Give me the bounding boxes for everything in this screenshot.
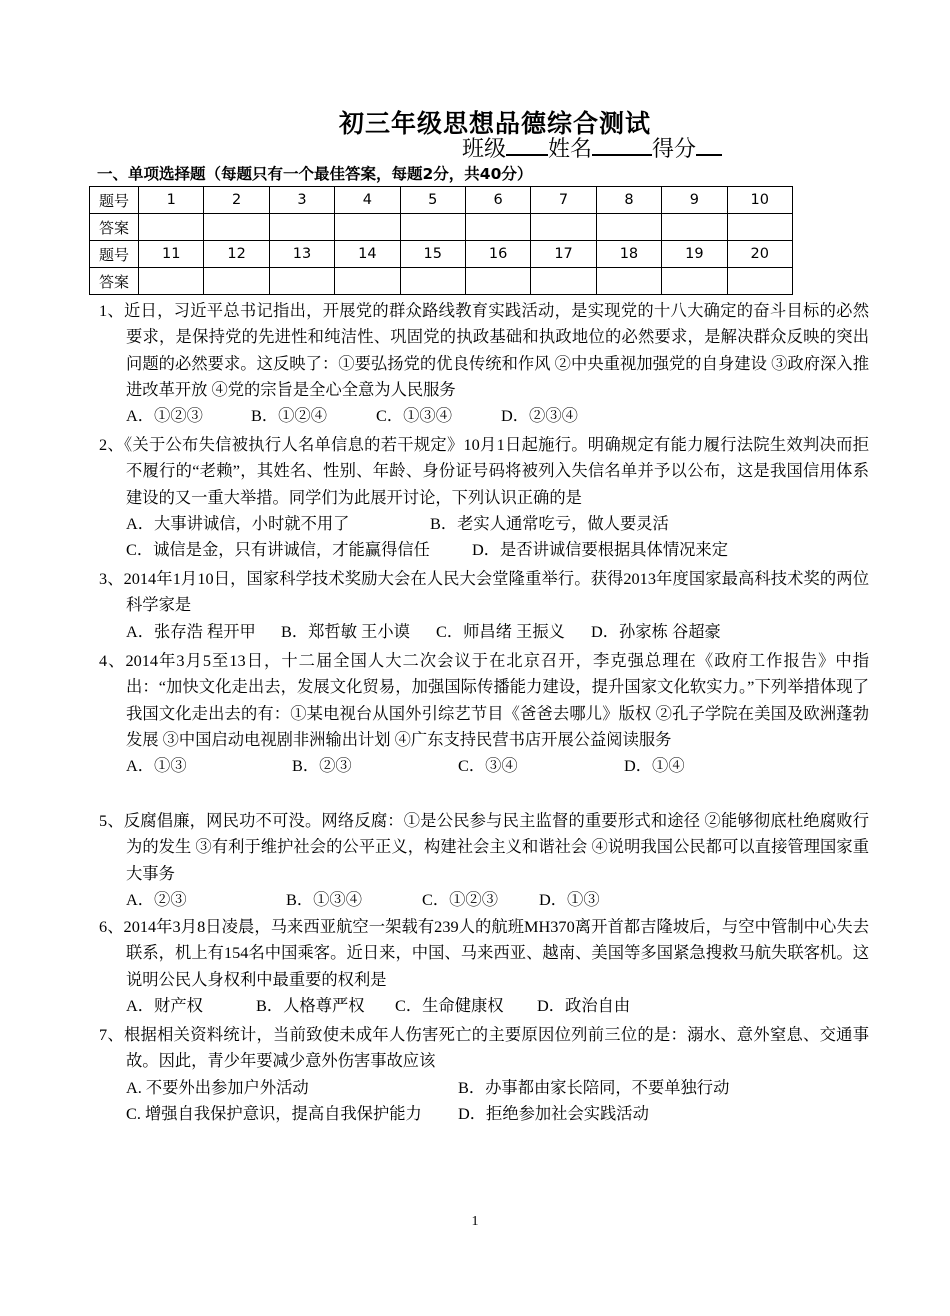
name-blank[interactable] — [592, 134, 652, 156]
table-row — [90, 187, 793, 214]
exam-title: 初三年级思想品德综合测试 — [338, 109, 651, 138]
option-c[interactable]: C．①③④ — [376, 406, 452, 426]
option-a[interactable]: A．大事讲诚信，小时就不用了 — [126, 513, 350, 533]
score-blank[interactable] — [696, 134, 722, 156]
question-number-cell: 6 — [465, 187, 530, 214]
question-options — [99, 1075, 869, 1101]
class-label: 班级 — [462, 137, 507, 162]
answer-table — [89, 186, 793, 295]
question-stem: 5、反腐倡廉，网民功不可没。网络反腐：①是公民参与民主监督的重要形式和途径 ②能够彻底杜绝腐败行为的发生 ③有利于维护社会的公平正义，构建社会主义和谐社会 ④说明我国公民都可以直接管理国家重大事务 — [99, 811, 869, 883]
answer-cell[interactable] — [269, 268, 334, 295]
student-info-line — [462, 132, 722, 163]
question-number-cell: 11 — [139, 241, 204, 268]
option-c[interactable]: C．师昌绪 王振义 — [436, 621, 565, 641]
question-options — [99, 993, 869, 1019]
answer-cell[interactable] — [204, 214, 269, 241]
answer-cell[interactable] — [139, 214, 204, 241]
question-number-cell: 14 — [335, 241, 400, 268]
table-row — [90, 214, 793, 241]
question-number-cell: 5 — [400, 187, 465, 214]
option-b[interactable]: B．老实人通常吃亏，做人要灵活 — [430, 513, 669, 533]
question-7 — [99, 1022, 869, 1127]
answer-cell[interactable] — [335, 214, 400, 241]
question-options — [99, 1101, 869, 1127]
question-stem: 4、2014年3月5至13日，十二届全国人大二次会议于在北京召开，李克强总理在《政府工作报告》中指出：“加快文化走出去，发展文化贸易，加强国际传播能力建设，提升国家文化软实力。”下列举措体现了我国文化走出去的有：①某电视台从国外引综艺节目《爸爸去哪儿》版权 ②孔子学院在美国及欧洲蓬勃发展 ③中国启动电视剧非洲输出计划 ④广东支持民营书店开展公益阅读服务 — [99, 651, 869, 749]
question-options — [99, 403, 869, 429]
option-d[interactable]: D．政治自由 — [537, 995, 631, 1015]
row-label: 题号 — [90, 187, 139, 214]
question-number-cell: 2 — [204, 187, 269, 214]
question-number-cell: 10 — [727, 187, 792, 214]
question-number-cell: 15 — [400, 241, 465, 268]
option-c[interactable]: C．③④ — [458, 756, 518, 776]
table-row — [90, 241, 793, 268]
question-5 — [99, 808, 869, 913]
answer-cell[interactable] — [662, 268, 727, 295]
row-label: 答案 — [90, 214, 139, 241]
option-b[interactable]: B．人格尊严权 — [256, 995, 365, 1015]
answer-cell[interactable] — [269, 214, 334, 241]
section-heading: 一、单项选择题（每题只有一个最佳答案，每题2分，共40分） — [97, 165, 533, 183]
question-number-cell: 8 — [596, 187, 661, 214]
name-label: 姓名 — [548, 137, 593, 162]
answer-cell[interactable] — [662, 214, 727, 241]
question-number-cell: 4 — [335, 187, 400, 214]
answer-cell[interactable] — [465, 268, 530, 295]
option-b[interactable]: B．①③④ — [286, 889, 362, 909]
question-number-cell: 20 — [727, 241, 792, 268]
option-a[interactable]: A. 不要外出参加户外活动 — [126, 1077, 309, 1097]
option-d[interactable]: D．是否讲诚信要根据具体情况来定 — [472, 540, 728, 560]
answer-cell[interactable] — [204, 268, 269, 295]
question-options — [99, 619, 869, 645]
answer-cell[interactable] — [335, 268, 400, 295]
answer-cell[interactable] — [727, 214, 792, 241]
table-row — [90, 268, 793, 295]
question-3 — [99, 566, 869, 645]
answer-cell[interactable] — [139, 268, 204, 295]
option-b[interactable]: B．办事都由家长陪同，不要单独行动 — [458, 1077, 730, 1097]
option-d[interactable]: D．②③④ — [501, 406, 578, 426]
option-b[interactable]: B．①②④ — [251, 406, 327, 426]
option-a[interactable]: A．财产权 — [126, 995, 203, 1015]
option-d[interactable]: D．①④ — [624, 756, 685, 776]
question-number-cell: 3 — [269, 187, 334, 214]
option-a[interactable]: A．②③ — [126, 889, 187, 909]
answer-cell[interactable] — [400, 214, 465, 241]
option-d[interactable]: D．拒绝参加社会实践活动 — [458, 1103, 649, 1123]
question-stem: 2、《关于公布失信被执行人名单信息的若干规定》10月1日起施行。明确规定有能力履行法院生效判决而拒不履行的“老赖”，其姓名、性别、年龄、身份证号码将被列入失信名单并予以公布，这是我国信用体系建设的又一重大举措。同学们为此展开讨论，下列认识正确的是 — [99, 435, 869, 507]
option-c[interactable]: C．①②③ — [422, 889, 498, 909]
question-stem: 6、2014年3月8日凌晨，马来西亚航空一架载有239人的航班MH370离开首都吉隆坡后，与空中管制中心失去联系，机上有154名中国乘客。近日来，中国、马来西亚、越南、美国等多国紧急搜救马航失联客机。这说明公民人身权利中最重要的权利是 — [99, 917, 869, 989]
option-b[interactable]: B．郑哲敏 王小谟 — [281, 621, 410, 641]
option-d[interactable]: D．孙家栋 谷超豪 — [591, 621, 721, 641]
row-label: 题号 — [90, 241, 139, 268]
question-number-cell: 9 — [662, 187, 727, 214]
answer-cell[interactable] — [531, 214, 596, 241]
option-a[interactable]: A．①③ — [126, 756, 187, 776]
question-number-cell: 1 — [139, 187, 204, 214]
question-stem: 7、根据相关资料统计，当前致使未成年人伤害死亡的主要原因位列前三位的是：溺水、意外窒息、交通事故。因此，青少年要减少意外伤害事故应该 — [99, 1025, 869, 1071]
answer-cell[interactable] — [596, 268, 661, 295]
question-stem: 3、2014年1月10日，国家科学技术奖励大会在人民大会堂隆重举行。获得2013年度国家最高科技术奖的两位科学家是 — [99, 569, 869, 615]
score-label: 得分 — [652, 137, 697, 162]
question-options — [99, 511, 869, 537]
question-6 — [99, 914, 869, 1019]
answer-cell[interactable] — [465, 214, 530, 241]
row-label: 答案 — [90, 268, 139, 295]
option-c[interactable]: C．生命健康权 — [395, 995, 504, 1015]
question-number-cell: 17 — [531, 241, 596, 268]
question-options — [99, 753, 869, 779]
answer-cell[interactable] — [596, 214, 661, 241]
question-number-cell: 16 — [465, 241, 530, 268]
question-number-cell: 13 — [269, 241, 334, 268]
option-a[interactable]: A．①②③ — [126, 406, 203, 426]
class-blank[interactable] — [506, 134, 548, 156]
answer-cell[interactable] — [400, 268, 465, 295]
question-number-cell: 7 — [531, 187, 596, 214]
question-2 — [99, 432, 869, 563]
question-number-cell: 18 — [596, 241, 661, 268]
option-c[interactable]: C．诚信是金，只有讲诚信，才能赢得信任 — [126, 540, 430, 560]
option-a[interactable]: A．张存浩 程开甲 — [126, 621, 256, 641]
answer-cell[interactable] — [727, 268, 792, 295]
option-c[interactable]: C. 增强自我保护意识，提高自我保护能力 — [126, 1103, 422, 1123]
answer-cell[interactable] — [531, 268, 596, 295]
option-d[interactable]: D．①③ — [539, 889, 600, 909]
question-4 — [99, 648, 869, 779]
option-b[interactable]: B．②③ — [292, 756, 352, 776]
question-options — [99, 537, 869, 563]
question-options — [99, 887, 869, 913]
question-number-cell: 12 — [204, 241, 269, 268]
question-1 — [99, 298, 869, 429]
question-stem: 1、近日，习近平总书记指出，开展党的群众路线教育实践活动，是实现党的十八大确定的奋斗目标的必然要求，是保持党的先进性和纯洁性、巩固党的执政基础和执政地位的必然要求，是解决群众反映的突出问题的必然要求。这反映了：①要弘扬党的优良传统和作风 ②中央重视加强党的自身建设 ③政府深入推进改革开放 ④党的宗旨是全心全意为人民服务 — [99, 301, 869, 399]
page-number: 1 — [471, 1214, 479, 1229]
question-number-cell: 19 — [662, 241, 727, 268]
